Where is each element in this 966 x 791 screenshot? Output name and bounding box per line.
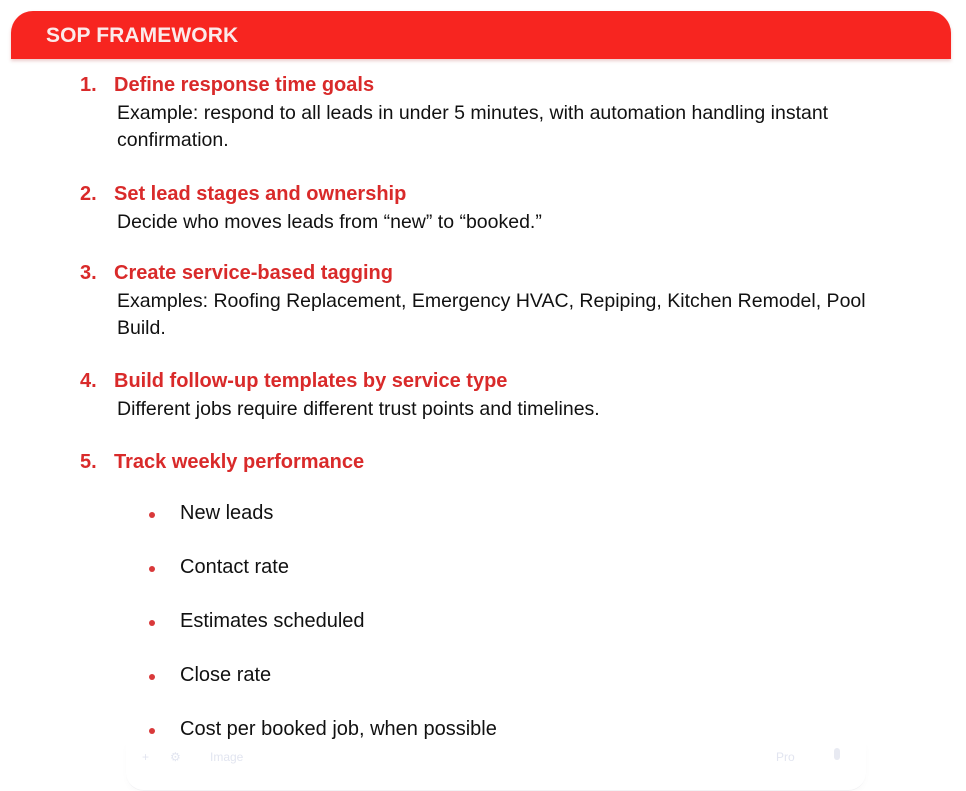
header-bar <box>11 11 951 59</box>
bullet-icon <box>149 566 155 572</box>
model-selector[interactable]: Pro <box>776 750 795 764</box>
item-number: 2. <box>80 183 97 205</box>
item-title: Create service-based tagging <box>114 262 393 284</box>
page-title: SOP FRAMEWORK <box>46 24 239 47</box>
item-description: Examples: Roofing Replacement, Emergency HVAC, Repiping, Kitchen Remodel, Pool Build. <box>117 290 866 339</box>
tools-icon[interactable]: ⚙ <box>170 750 181 764</box>
ghost-composer <box>126 742 866 791</box>
bullet-icon <box>149 674 155 680</box>
item-description: Different jobs require different trust points and timelines. <box>117 398 600 420</box>
mic-icon[interactable] <box>834 748 840 760</box>
item-description: Example: respond to all leads in under 5 minutes, with automation handling instant confirmation. <box>117 102 829 151</box>
image-button[interactable]: Image <box>210 750 244 764</box>
item-title: Define response time goals <box>114 74 375 96</box>
item-number: 1. <box>80 74 97 96</box>
item-number: 4. <box>80 370 97 392</box>
bullet-icon <box>149 728 155 734</box>
bullet-icon <box>149 512 155 518</box>
item-title: Track weekly performance <box>114 451 365 473</box>
add-icon[interactable]: + <box>142 750 150 764</box>
item-number: 5. <box>80 451 97 473</box>
sop-slide: SOP FRAMEWORK 1. Define response time goals Example: respond to all leads in under 5 minutes, with automation handling instant confirmation. 2. Set lead stages and ownership Decide who moves leads from “new” to “booked.” 3. Create service-based tagging Examples: Roofing Replacement, Emergency HVAC, Repiping, Kitchen Remodel, Pool Build. 4. Build follow-up templates by service type Different jobs require different trust points and timelines. 5. Track weekly performance New leads Contact rate Estimates scheduled Close rate Cost per booked job, when possible + ⚙ Image Pro <box>0 0 966 790</box>
item-title: Set lead stages and ownership <box>114 183 407 205</box>
bullet-icon <box>149 620 155 626</box>
item-number: 3. <box>80 262 97 284</box>
item-title: Build follow-up templates by service type <box>114 370 508 392</box>
item-description: Decide who moves leads from “new” to “booked.” <box>117 211 542 233</box>
